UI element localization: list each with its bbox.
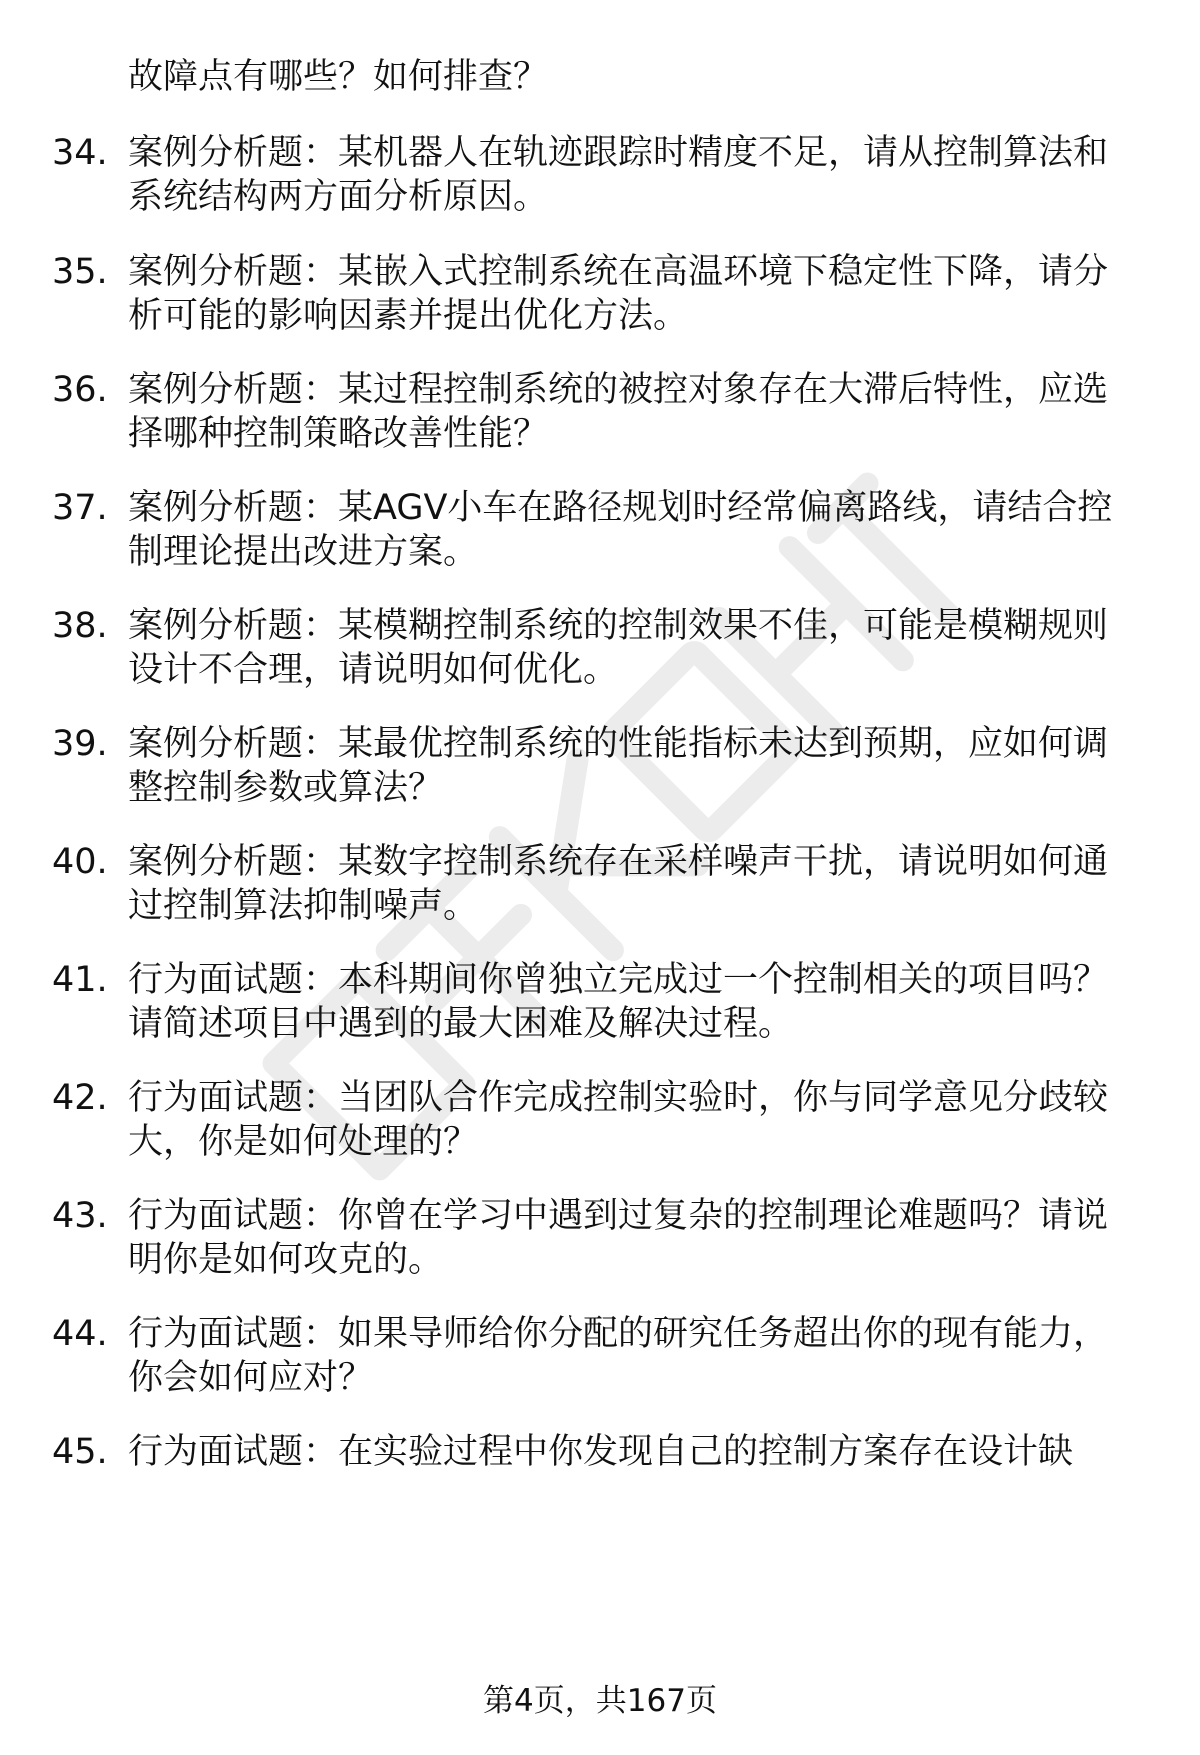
question-text: 案例分析题：某AGV小车在路径规划时经常偏离路线，请结合控 [128, 488, 1113, 528]
continuation-text: 故障点有哪些？如何排查？ [128, 57, 549, 97]
question-text: 案例分析题：某嵌入式控制系统在高温环境下稳定性下降，请分 [128, 252, 1109, 292]
question-text: 设计不合理，请说明如何优化。 [128, 650, 619, 690]
question-36-line-1 [0, 365, 1200, 415]
question-text: 案例分析题：某过程控制系统的被控对象存在大滞后特性，应选 [128, 370, 1109, 410]
continuation-line [0, 52, 1200, 102]
question-44-line-1 [0, 1309, 1200, 1359]
question-40-line-1 [0, 837, 1200, 887]
question-number: 37. [52, 488, 108, 528]
question-text: 行为面试题：当团队合作完成控制实验时，你与同学意见分歧较 [128, 1078, 1109, 1118]
question-text: 你会如何应对？ [128, 1358, 374, 1398]
question-38-line-2 [0, 645, 1200, 695]
question-38-line-1 [0, 601, 1200, 651]
question-text: 行为面试题：如果导师给你分配的研究任务超出你的现有能力， [128, 1314, 1109, 1354]
question-number: 34. [52, 133, 108, 173]
question-text: 请简述项目中遇到的最大困难及解决过程。 [128, 1004, 794, 1044]
question-number: 45. [52, 1432, 108, 1472]
question-35-line-1 [0, 247, 1200, 297]
question-45-line-1 [0, 1427, 1200, 1477]
question-number: 42. [52, 1078, 108, 1118]
question-text: 案例分析题：某机器人在轨迹跟踪时精度不足，请从控制算法和 [128, 133, 1109, 173]
question-44-line-2 [0, 1353, 1200, 1403]
question-number: 35. [52, 252, 108, 292]
question-text: 案例分析题：某模糊控制系统的控制效果不佳，可能是模糊规则 [128, 606, 1109, 646]
question-36-line-2 [0, 409, 1200, 459]
page-footer: 第4页，共167页 [483, 1683, 717, 1719]
question-number: 36. [52, 370, 108, 410]
question-37-line-1 [0, 483, 1200, 533]
question-text: 制理论提出改进方案。 [128, 532, 479, 572]
question-37-line-2 [0, 527, 1200, 577]
question-34-line-1 [0, 128, 1200, 178]
question-42-line-2 [0, 1117, 1200, 1167]
question-number: 43. [52, 1196, 108, 1236]
question-39-line-2 [0, 763, 1200, 813]
question-text: 整控制参数或算法？ [128, 768, 444, 808]
question-43-line-2 [0, 1235, 1200, 1285]
question-number: 38. [52, 606, 108, 646]
question-text: 案例分析题：某数字控制系统存在采样噪声干扰，请说明如何通 [128, 842, 1109, 882]
question-41-line-1 [0, 955, 1200, 1005]
question-43-line-1 [0, 1191, 1200, 1241]
question-number: 39. [52, 724, 108, 764]
question-40-line-2 [0, 881, 1200, 931]
question-text: 行为面试题：你曾在学习中遇到过复杂的控制理论难题吗？请说 [128, 1196, 1109, 1236]
question-number: 41. [52, 960, 108, 1000]
question-text: 明你是如何攻克的。 [128, 1240, 444, 1280]
question-text: 择哪种控制策略改善性能？ [128, 414, 549, 454]
question-number: 44. [52, 1314, 108, 1354]
question-42-line-1 [0, 1073, 1200, 1123]
question-text: 行为面试题：在实验过程中你发现自己的控制方案存在设计缺 [128, 1432, 1074, 1472]
question-34-line-2 [0, 172, 1200, 222]
question-text: 行为面试题：本科期间你曾独立完成过一个控制相关的项目吗？ [128, 960, 1109, 1000]
question-text: 案例分析题：某最优控制系统的性能指标未达到预期，应如何调 [128, 724, 1109, 764]
question-35-line-2 [0, 291, 1200, 341]
question-text: 过控制算法抑制噪声。 [128, 886, 479, 926]
question-number: 40. [52, 842, 108, 882]
question-text: 大，你是如何处理的？ [128, 1122, 479, 1162]
question-text: 系统结构两方面分析原因。 [128, 177, 549, 217]
question-41-line-2 [0, 999, 1200, 1049]
question-39-line-1 [0, 719, 1200, 769]
question-text: 析可能的影响因素并提出优化方法。 [128, 296, 689, 336]
